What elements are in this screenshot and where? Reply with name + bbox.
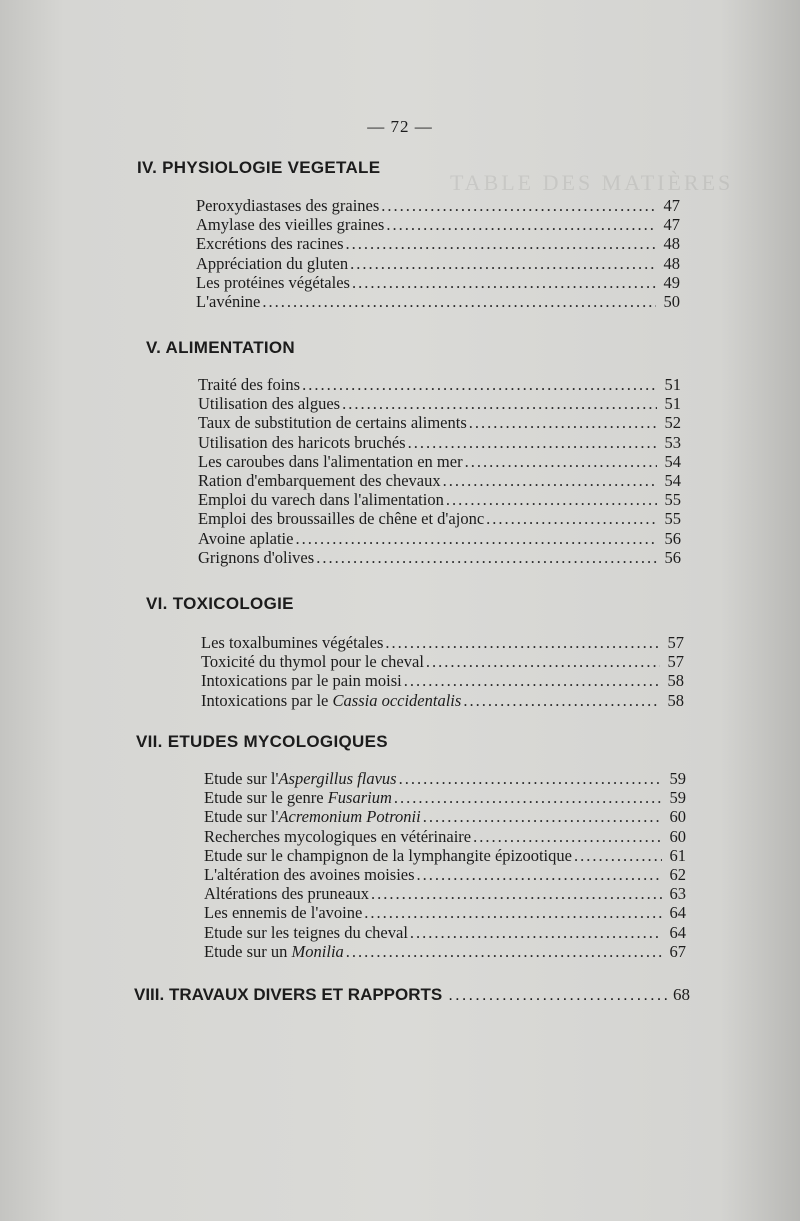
toc-entry-page: 56	[664, 528, 681, 548]
toc-entry-title	[198, 452, 463, 471]
toc-entry-title-text: Les protéines végétales	[196, 272, 350, 292]
toc-entry	[204, 846, 686, 865]
toc-entry-title	[204, 923, 408, 942]
leader-dots	[463, 691, 660, 710]
toc-entry-title	[201, 652, 424, 671]
leader-dots	[446, 490, 657, 509]
toc-entry	[198, 471, 681, 490]
toc-entry	[198, 413, 681, 432]
toc-entry-title	[198, 548, 314, 567]
toc-entry-title	[204, 884, 369, 903]
toc-entry-title	[196, 292, 260, 311]
leader-dots	[394, 788, 662, 807]
page-number: — 72 —	[367, 117, 433, 136]
toc-entry-page: 67	[669, 941, 686, 961]
leader-dots	[302, 375, 657, 394]
toc-entry-page: 57	[667, 633, 684, 652]
toc-entry-title-text: Appréciation du gluten	[196, 253, 349, 273]
section-vii-entries	[204, 769, 686, 961]
section-heading-viii	[134, 985, 690, 1005]
toc-entry-title	[204, 827, 471, 846]
toc-entry-title-text: L'avénine	[196, 291, 261, 311]
toc-entry	[201, 633, 684, 652]
toc-entry-title	[201, 691, 461, 710]
leader-dots	[404, 671, 660, 690]
toc-entry-title-text: Altérations des pruneaux	[204, 884, 369, 904]
leader-dots	[381, 196, 656, 215]
toc-entry-page: 58	[667, 671, 684, 691]
toc-entry-title-text: Etude sur les teignes du cheval	[204, 922, 408, 942]
toc-entry-title	[204, 788, 392, 807]
toc-entry	[204, 865, 686, 884]
toc-entry-page: 53	[664, 432, 681, 452]
toc-entry-title-text: Etude sur un	[204, 941, 292, 961]
toc-entry	[204, 903, 686, 922]
toc-entry	[204, 942, 686, 961]
section-vi-entries	[201, 633, 684, 710]
toc-entry-title	[196, 273, 350, 292]
toc-entry-page: 51	[664, 394, 681, 414]
toc-entry	[198, 509, 681, 528]
toc-entry-title-text: Emploi du varech dans l'alimentation	[198, 490, 444, 510]
toc-entry-page: 52	[664, 413, 681, 433]
toc-entry-title-italic: Acremonium Potronii	[278, 807, 421, 827]
toc-entry	[204, 923, 686, 942]
toc-entry	[196, 254, 680, 273]
toc-entry-page: 48	[663, 253, 680, 273]
toc-entry-page: 60	[669, 826, 686, 846]
toc-entry-page: 47	[663, 215, 680, 235]
section-heading-vi: VI. TOXICOLOGIE	[146, 594, 294, 613]
toc-entry-title-text: Les caroubes dans l'alimentation en mer	[198, 451, 463, 471]
toc-entry-page: 59	[669, 769, 686, 788]
toc-entry-title-text: Peroxydiastases des graines	[196, 196, 380, 215]
toc-entry-title-text: Recherches mycologiques en vétérinaire	[204, 826, 472, 846]
toc-entry-title-italic: Fusarium	[327, 788, 392, 808]
toc-entry	[196, 292, 680, 311]
leader-dots	[385, 633, 660, 652]
toc-entry-title-text: Intoxications par le	[201, 690, 333, 710]
leader-dots	[410, 923, 662, 942]
leader-dots	[574, 846, 662, 865]
toc-entry	[198, 452, 681, 471]
toc-entry	[198, 548, 681, 567]
leader-dots	[386, 215, 656, 234]
toc-entry-title	[204, 865, 415, 884]
leader-dots	[352, 273, 656, 292]
toc-entry-title	[201, 671, 402, 690]
leader-dots	[262, 292, 656, 311]
toc-entry-page: 61	[669, 845, 686, 865]
leader-dots	[371, 884, 662, 903]
leader-dots	[426, 652, 660, 671]
toc-entry-title-italic: Aspergillus flavus	[278, 769, 397, 788]
toc-entry-page: 54	[664, 451, 681, 471]
section-heading-v: V. ALIMENTATION	[146, 338, 295, 357]
leader-dots	[423, 807, 662, 826]
toc-entry-title	[198, 375, 300, 394]
toc-entry-page: 51	[664, 375, 681, 394]
leader-dots	[316, 548, 657, 567]
toc-entry-title	[204, 769, 397, 788]
toc-entry-title	[196, 215, 384, 234]
toc-entry	[196, 215, 680, 234]
toc-entry-title	[198, 413, 467, 432]
toc-entry-title	[204, 807, 421, 826]
leader-dots	[342, 394, 657, 413]
toc-entry-title	[198, 433, 406, 452]
toc-entry-title-italic: Cassia occidentalis	[332, 690, 462, 710]
toc-entry	[204, 769, 686, 788]
toc-entry-title-text: Amylase des vieilles graines	[196, 215, 385, 235]
leader-dots	[465, 452, 657, 471]
leader-dots	[448, 985, 667, 1005]
toc-entry-page: 64	[669, 903, 686, 923]
section-heading-iv: IV. PHYSIOLOGIE VEGETALE	[137, 158, 381, 177]
leader-dots	[350, 254, 656, 273]
toc-entry-title-text: Utilisation des algues	[198, 394, 341, 414]
toc-entry-title	[201, 633, 383, 652]
toc-entry-title-text: Les ennemis de l'avoine	[204, 903, 363, 923]
toc-entry-title-text: Grignons d'olives	[198, 547, 315, 567]
toc-entry-title	[204, 903, 362, 922]
toc-entry-title-text: Etude sur le genre	[204, 788, 328, 808]
toc-entry-page: 55	[664, 509, 681, 529]
toc-entry-page: 59	[669, 788, 686, 808]
section-iv-entries	[196, 196, 680, 311]
toc-entry-page: 60	[669, 807, 686, 827]
toc-entry	[201, 671, 684, 690]
section-heading-vii: VII. ETUDES MYCOLOGIQUES	[136, 732, 388, 751]
leader-dots	[346, 942, 662, 961]
toc-entry-title	[204, 846, 572, 865]
toc-entry-title-italic: Monilia	[291, 941, 344, 961]
section-v-entries	[198, 375, 681, 567]
toc-entry-title-text: Ration d'embarquement des chevaux	[198, 470, 441, 490]
toc-entry-title	[198, 490, 444, 509]
leader-dots	[346, 234, 656, 253]
leader-dots	[417, 865, 662, 884]
toc-entry	[198, 375, 681, 394]
toc-entry	[201, 691, 684, 710]
toc-entry-page: 62	[669, 864, 686, 884]
toc-entry	[198, 394, 681, 413]
toc-entry	[201, 652, 684, 671]
toc-entry-title-text: Etude sur l'	[204, 807, 279, 827]
toc-entry-title-text: Etude sur le champignon de la lymphangite épizootique	[204, 845, 572, 865]
toc-entry-title	[198, 529, 293, 548]
toc-entry-page: 50	[663, 291, 680, 311]
toc-entry-title-text: Toxicité du thymol pour le cheval	[201, 652, 424, 672]
toc-entry-title-text: Emploi des broussailles de chêne et d'ajonc	[198, 509, 485, 529]
toc-entry-title-text: Traité des foins	[198, 375, 301, 394]
toc-entry-title-text: Etude sur l'	[204, 769, 279, 788]
toc-entry-title	[196, 254, 348, 273]
toc-entry	[198, 529, 681, 548]
toc-entry	[204, 827, 686, 846]
toc-entry	[204, 884, 686, 903]
toc-entry-page: 55	[664, 490, 681, 510]
leader-dots	[473, 827, 662, 846]
toc-entry-title-text: Intoxications par le pain moisi	[201, 671, 402, 691]
toc-entry-page: 47	[663, 196, 680, 215]
toc-entry-title-text: Avoine aplatie	[198, 528, 294, 548]
section-viii-title: VIII. TRAVAUX DIVERS ET RAPPORTS	[134, 985, 443, 1004]
toc-entry	[198, 433, 681, 452]
toc-entry-title-text: L'altération des avoines moisies	[204, 864, 415, 884]
toc-entry-page: 57	[667, 652, 684, 672]
toc-entry	[204, 807, 686, 826]
bleed-through-text: TABLE DES MATIÈRES	[450, 170, 734, 195]
toc-entry-title	[196, 234, 344, 253]
toc-entry-title	[198, 394, 340, 413]
toc-entry-title-text: Excrétions des racines	[196, 234, 344, 254]
toc-entry	[204, 788, 686, 807]
toc-entry-page: 48	[663, 234, 680, 254]
toc-entry-page: 49	[663, 272, 680, 292]
section-viii-page: 68	[673, 985, 690, 1004]
toc-entry	[198, 490, 681, 509]
toc-entry-page: 64	[669, 922, 686, 942]
leader-dots	[469, 413, 657, 432]
toc-entry-title-text: Les toxalbumines végétales	[201, 633, 384, 652]
leader-dots	[399, 769, 662, 788]
toc-entry-page: 54	[664, 470, 681, 490]
toc-entry-page: 56	[664, 547, 681, 567]
toc-entry-title	[198, 509, 484, 528]
leader-dots	[364, 903, 662, 922]
toc-entry-title	[198, 471, 441, 490]
leader-dots	[408, 433, 657, 452]
toc-entry-title-text: Taux de substitution de certains aliments	[198, 413, 467, 433]
leader-dots	[443, 471, 657, 490]
leader-dots	[486, 509, 657, 528]
toc-entry	[196, 196, 680, 215]
toc-entry-title-text: Utilisation des haricots bruchés	[198, 432, 406, 452]
toc-entry	[196, 273, 680, 292]
toc-entry-title	[204, 942, 344, 961]
toc-entry	[196, 234, 680, 253]
toc-entry-page: 63	[669, 884, 686, 904]
toc-entry-title	[196, 196, 379, 215]
toc-entry-page: 58	[667, 690, 684, 710]
leader-dots	[295, 529, 657, 548]
